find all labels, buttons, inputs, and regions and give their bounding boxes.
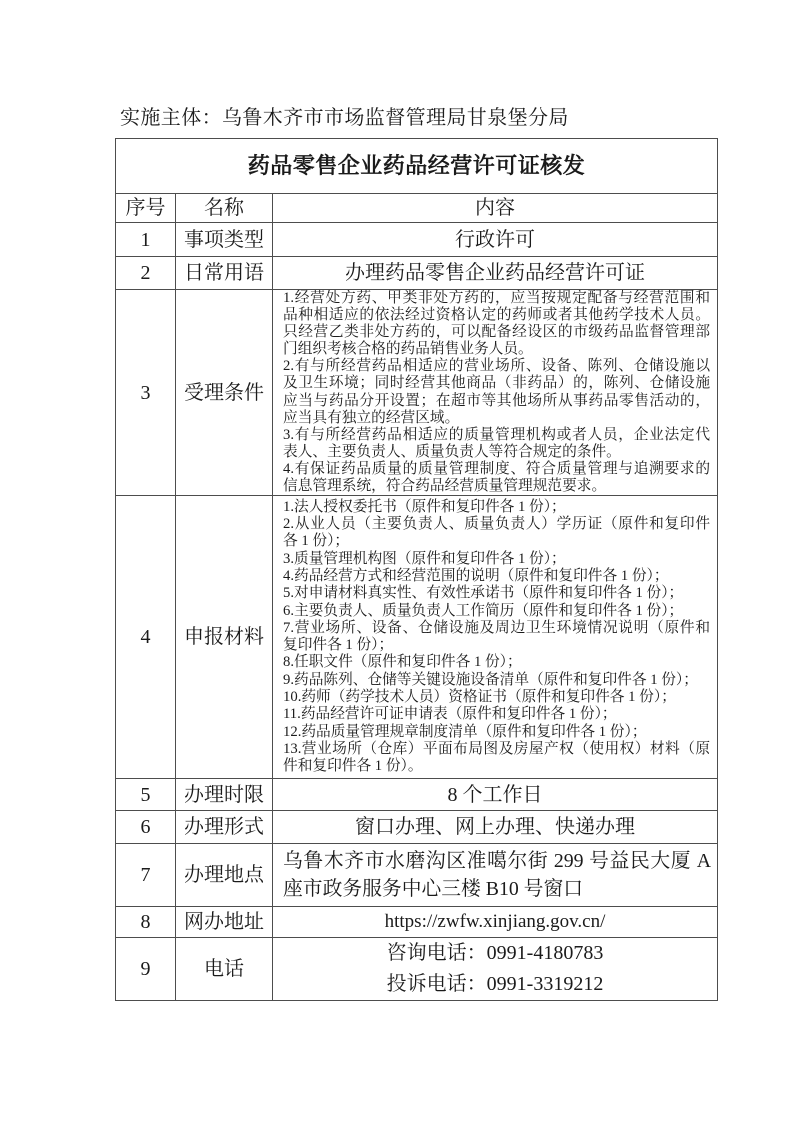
condition-line: 门组织考核合格的药品销售业务人员。	[283, 341, 533, 358]
condition-line: 应当与药品分开设置；在超市等其他场所从事药品零售活动的，	[283, 392, 711, 409]
condition-line: 4.有保证药品质量的质量管理制度、符合质量管理与追溯要求的	[283, 460, 711, 477]
material-line: 5.对申请材料真实性、有效性承诺书（原件和复印件各 1 份）；	[283, 585, 684, 602]
table-row	[116, 223, 718, 257]
material-line: 复印件各 1 份）；	[283, 637, 394, 654]
condition-line: 信息管理系统，符合药品经营质量管理规范要求。	[283, 478, 607, 495]
complaint-phone: 投诉电话：0991-3319212	[386, 973, 604, 996]
condition-line: 及卫生环境；同时经营其他商品（非药品）的，陈列、仓储设施	[283, 375, 711, 392]
material-item	[283, 585, 710, 602]
address-line: 乌鲁木齐市水磨沟区准噶尔街 299 号益民大厦 A	[283, 850, 712, 873]
service-address-cell	[273, 844, 718, 907]
column-header-content: 内容	[273, 194, 718, 223]
table-row	[116, 907, 718, 938]
material-line: 7.营业场所、设备、仓储设施及周边卫生环境情况说明（原件和	[283, 619, 711, 636]
condition-item	[283, 461, 710, 495]
material-item	[283, 689, 710, 706]
condition-line: 只经营乙类非处方药的，可以配备经设区的市级药品监督管理部	[283, 324, 711, 341]
application-materials-cell	[273, 496, 718, 779]
condition-item	[283, 427, 710, 461]
material-line: 1.法人授权委托书（原件和复印件各 1 份）；	[283, 498, 566, 515]
condition-line: 3.有与所经营药品相适应的质量管理机构或者人员，企业法定代	[283, 426, 711, 443]
material-item	[283, 706, 710, 723]
material-line: 10.药师（药学技术人员）资格证书（原件和复印件各 1 份）；	[283, 689, 676, 706]
row-content-cell: 办理药品零售企业药品经营许可证	[273, 257, 718, 290]
material-item	[283, 620, 710, 655]
condition-item	[283, 358, 710, 426]
row-name-cell: 网办地址	[176, 907, 273, 938]
row-name-cell: 申报材料	[176, 496, 273, 779]
condition-item	[283, 290, 710, 358]
condition-line: 应当具有独立的经营区域。	[283, 409, 460, 426]
column-header-number: 序号	[116, 194, 176, 223]
row-content-cell: 窗口办理、网上办理、快递办理	[273, 811, 718, 844]
row-name-cell: 事项类型	[176, 223, 273, 257]
column-header-name: 名称	[176, 194, 273, 223]
row-name-cell: 受理条件	[176, 290, 273, 496]
condition-line: 1.经营处方药、甲类非处方药的，应当按规定配备与经营范围和	[283, 290, 711, 306]
implementing-body: 实施主体：乌鲁木齐市市场监督管理局甘泉堡分局	[120, 107, 569, 129]
table-row	[116, 496, 718, 779]
row-number-cell: 7	[116, 844, 176, 907]
row-content-cell: 8 个工作日	[273, 779, 718, 811]
address-line: 座市政务服务中心三楼 B10 号窗口	[283, 878, 584, 901]
row-name-cell: 办理形式	[176, 811, 273, 844]
row-content-cell: 行政许可	[273, 223, 718, 257]
material-item	[283, 551, 710, 568]
row-number-cell: 8	[116, 907, 176, 938]
table-row	[116, 779, 718, 811]
material-item	[283, 499, 710, 516]
material-item	[283, 603, 710, 620]
material-line: 12.药品质量管理规章制度清单（原件和复印件各 1 份）；	[283, 723, 647, 740]
condition-line: 2.有与所经营药品相适应的营业场所、设备、陈列、仓储设施以	[283, 358, 711, 375]
material-line: 件和复印件各 1 份）。	[283, 758, 423, 775]
material-line: 4.药品经营方式和经营范围的说明（原件和复印件各 1 份）；	[283, 567, 669, 584]
material-item	[283, 516, 710, 551]
table-title: 药品零售企业药品经营许可证核发	[116, 139, 718, 194]
material-item	[283, 672, 710, 689]
row-name-cell: 日常用语	[176, 257, 273, 290]
material-line: 2.从业人员（主要负责人、质量负责人）学历证（原件和复印件	[283, 516, 711, 533]
material-line: 8.任职文件（原件和复印件各 1 份）；	[283, 654, 522, 671]
material-line: 3.质量管理机构图（原件和复印件各 1 份）；	[283, 550, 566, 567]
row-name-cell: 办理时限	[176, 779, 273, 811]
material-item	[283, 654, 710, 671]
table-row	[116, 257, 718, 290]
table-row	[116, 290, 718, 496]
acceptance-conditions-cell	[273, 290, 718, 496]
material-line: 各 1 份）；	[283, 533, 350, 550]
table-row	[116, 938, 718, 1001]
material-line: 9.药品陈列、仓储等关键设施设备清单（原件和复印件各 1 份）；	[283, 671, 698, 688]
condition-line: 品种相适应的依法经过资格认定的药师或者其他药学技术人员。	[283, 307, 711, 324]
condition-line: 表人、主要负责人、质量负责人等符合规定的条件。	[283, 443, 621, 460]
material-line: 6.主要负责人、质量负责人工作简历（原件和复印件各 1 份）；	[283, 602, 684, 619]
row-name-cell: 办理地点	[176, 844, 273, 907]
online-service-url: https://zwfw.xinjiang.gov.cn/	[273, 907, 718, 938]
phone-numbers-cell	[273, 938, 718, 1001]
row-name-cell: 电话	[176, 938, 273, 1001]
material-line: 13.营业场所（仓库）平面布局图及房屋产权（使用权）材料（原	[283, 740, 711, 757]
table-title-row	[116, 139, 718, 194]
row-number-cell: 3	[116, 290, 176, 496]
row-number-cell: 2	[116, 257, 176, 290]
table-row	[116, 811, 718, 844]
table-row	[116, 844, 718, 907]
material-item	[283, 741, 710, 776]
consult-phone: 咨询电话：0991-4180783	[386, 942, 604, 965]
row-number-cell: 9	[116, 938, 176, 1001]
row-number-cell: 6	[116, 811, 176, 844]
service-item-table	[115, 138, 718, 1001]
material-line: 11.药品经营许可证申请表（原件和复印件各 1 份）；	[283, 706, 617, 723]
row-number-cell: 4	[116, 496, 176, 779]
table-header-row	[116, 194, 718, 223]
row-number-cell: 1	[116, 223, 176, 257]
row-number-cell: 5	[116, 779, 176, 811]
material-item	[283, 568, 710, 585]
material-item	[283, 724, 710, 741]
